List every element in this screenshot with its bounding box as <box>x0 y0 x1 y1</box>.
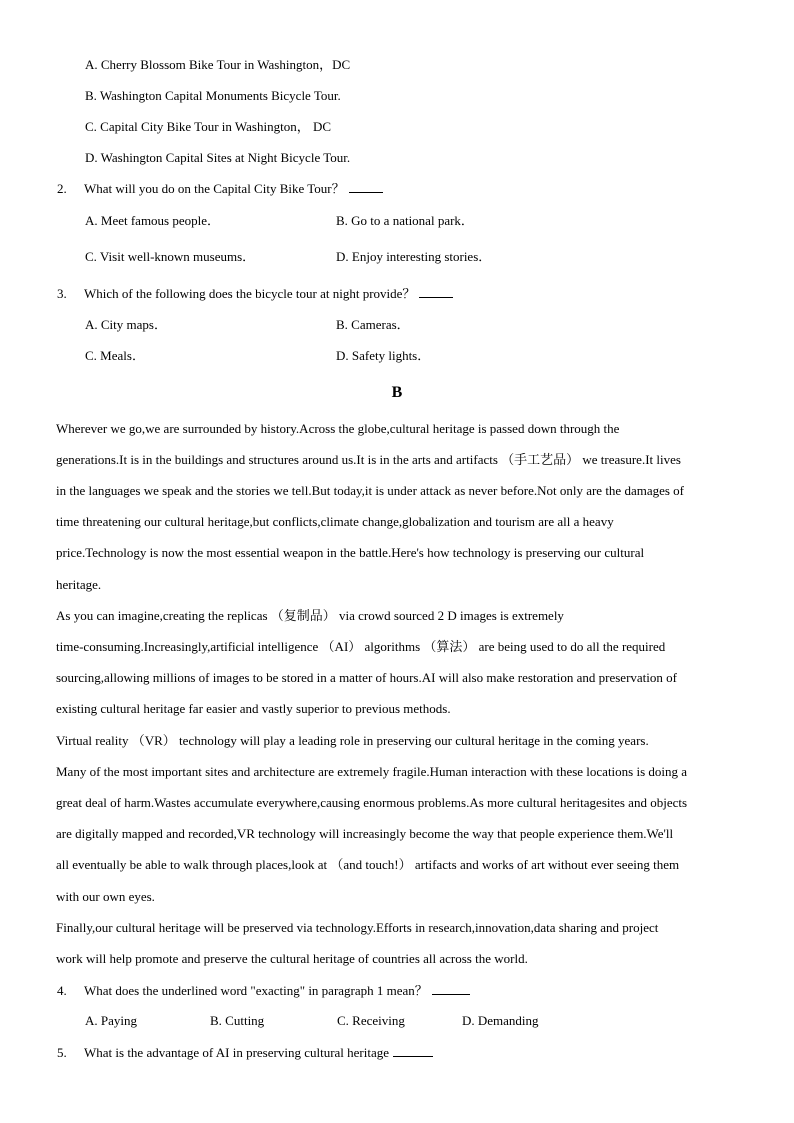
q2-question <box>84 181 383 197</box>
passage-line: heritage. <box>56 577 102 592</box>
q4-text: What does the underlined word "exacting" in paragraph 1 mean？ <box>84 983 428 998</box>
passage-line: Wherever we go,we are surrounded by history.Across the globe,cultural heritage is passed down through the <box>56 421 620 436</box>
q2-option-c: C. Visit well-known museums． <box>85 249 256 264</box>
q3-option-a: A. City maps． <box>85 317 167 332</box>
q3-text: Which of the following does the bicycle tour at night provide？ <box>84 286 416 301</box>
q3-number: 3. <box>57 286 67 301</box>
q3-option-d: D. Safety lights． <box>336 348 431 363</box>
q5-text: What is the advantage of AI in preserving cultural heritage <box>84 1045 390 1060</box>
q1-option-c: C. Capital City Bike Tour in Washington， DC <box>85 119 332 134</box>
q2-option-d: D. Enjoy interesting stories． <box>336 249 492 264</box>
q5-number: 5. <box>57 1045 67 1060</box>
passage-line: generations.It is in the buildings and structures around us.It is in the arts and artifacts （手工艺品） we treasure.It lives <box>56 452 681 467</box>
q1-option-a: A. Cherry Blossom Bike Tour in Washington，DC <box>85 57 351 72</box>
passage-line: time-consuming.Increasingly,artificial intelligence （AI） algorithms （算法） are being used to do all the required <box>56 639 666 654</box>
passage-line: in the languages we speak and the stories we tell.But today,it is under attack as never before.Not only are the damages of <box>56 483 685 498</box>
q5-question <box>84 1045 433 1061</box>
passage-line: Many of the most important sites and architecture are extremely fragile.Human interaction with these locations is doing a <box>56 764 688 779</box>
q2-option-a: A. Meet famous people． <box>85 213 221 228</box>
passage-line: existing cultural heritage far easier and vastly superior to previous methods. <box>56 701 451 716</box>
answer-blank <box>432 983 470 995</box>
q1-option-b: B. Washington Capital Monuments Bicycle Tour. <box>85 88 341 103</box>
answer-blank <box>349 181 383 193</box>
q4-question <box>84 983 470 999</box>
answer-blank <box>393 1045 433 1057</box>
q4-option-a: A. Paying <box>85 1013 137 1028</box>
q2-text: What will you do on the Capital City Bike Tour？ <box>84 181 345 196</box>
answer-blank <box>419 286 453 298</box>
passage-line: price.Technology is now the most essential weapon in the battle.Here's how technology is preserving our cultural <box>56 545 645 560</box>
q2-number: 2. <box>57 181 67 196</box>
passage-line: Finally,our cultural heritage will be preserved via technology.Efforts in research,innovation,data sharing and project <box>56 920 659 935</box>
section-heading: B <box>391 384 403 401</box>
passage-line: with our own eyes. <box>56 889 155 904</box>
q3-question <box>84 286 453 302</box>
q3-option-c: C. Meals． <box>85 348 145 363</box>
q4-option-b: B. Cutting <box>210 1013 265 1028</box>
q2-option-b: B. Go to a national park． <box>336 213 474 228</box>
passage-line: As you can imagine,creating the replicas （复制品） via crowd sourced 2 D images is extremely <box>56 608 564 623</box>
q1-option-d: D. Washington Capital Sites at Night Bicycle Tour. <box>85 150 351 165</box>
passage-line: all eventually be able to walk through places,look at （and touch!） artifacts and works of art without ever seeing them <box>56 857 680 872</box>
passage-line: work will help promote and preserve the cultural heritage of countries all across the world. <box>56 951 528 966</box>
passage-line: great deal of harm.Wastes accumulate everywhere,causing enormous problems.As more cultural heritagesites and objects <box>56 795 688 810</box>
passage-line: sourcing,allowing millions of images to be stored in a matter of hours.AI will also make restoration and preservation of <box>56 670 677 685</box>
passage-line: time threatening our cultural heritage,but conflicts,climate change,globalization and tourism are all a heavy <box>56 514 614 529</box>
passage-line: Virtual reality （VR） technology will play a leading role in preserving our cultural heritage in the coming years. <box>56 733 649 748</box>
q4-number: 4. <box>57 983 67 998</box>
q4-option-c: C. Receiving <box>337 1013 405 1028</box>
q3-option-b: B. Cameras． <box>336 317 410 332</box>
passage-line: are digitally mapped and recorded,VR technology will increasingly become the way that people experience them.We'll <box>56 826 674 841</box>
q4-option-d: D. Demanding <box>462 1013 539 1028</box>
